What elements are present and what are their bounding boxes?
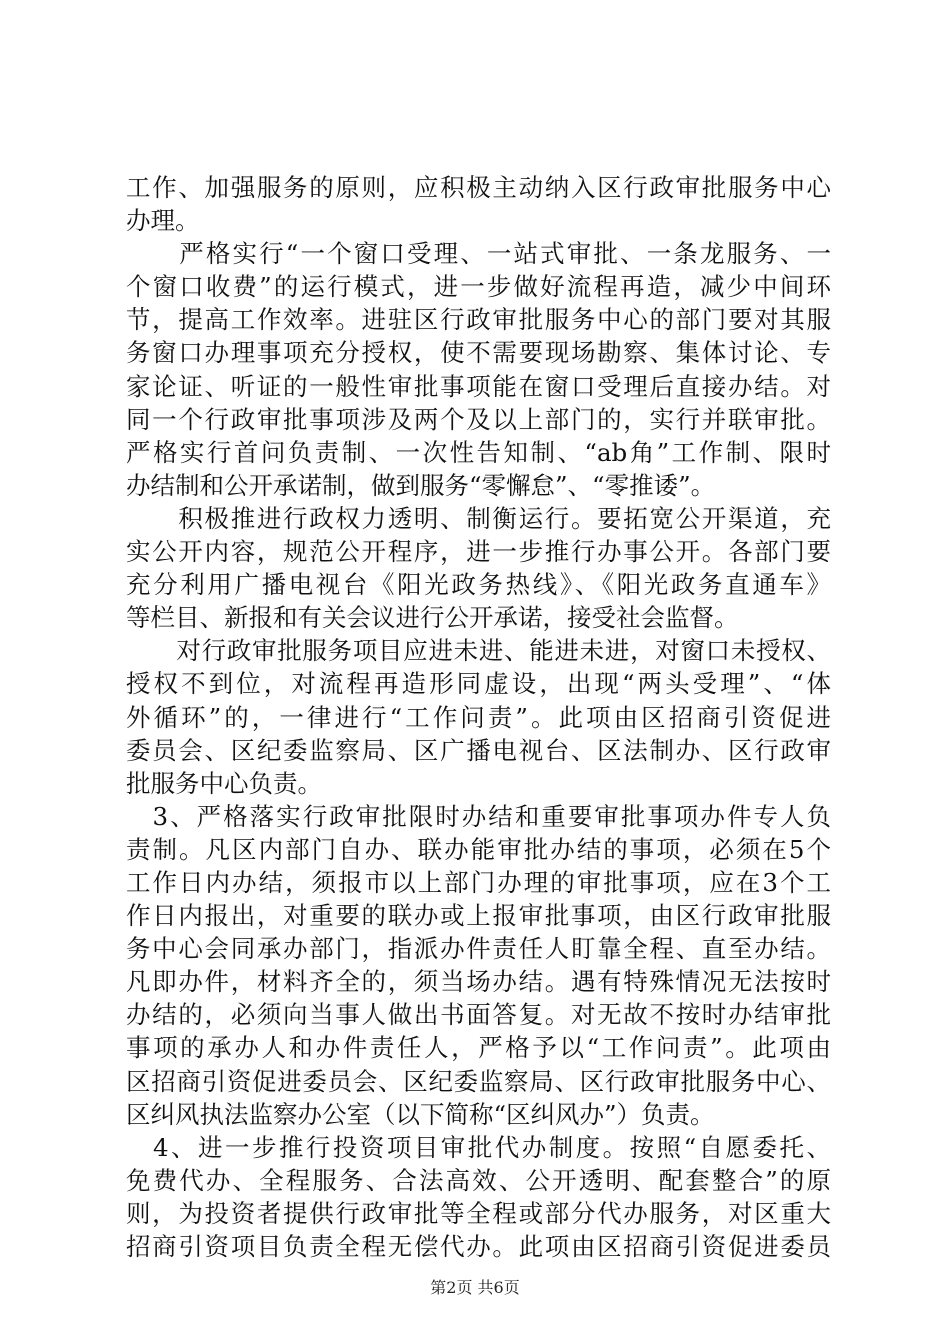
text-line: 实公开内容，规范公开程序，进一步推行办事公开。各部门要 — [126, 537, 831, 567]
text-line: 严格实行首问负责制、一次性告知制、“ab角”工作制、限时 — [126, 437, 831, 467]
text-line: 免费代办、全程服务、合法高效、公开透明、配套整合”的原 — [126, 1165, 831, 1195]
text-line: 责制。凡区内部门自办、联办能审批办结的事项，必须在5个 — [126, 834, 831, 864]
text-line: 积极推进行政权力透明、制衡运行。要拓宽公开渠道，充 — [126, 503, 831, 533]
text-line: 节，提高工作效率。进驻区行政审批服务中心的部门要对其服 — [126, 305, 831, 335]
text-line: 批服务中心负责。 — [126, 768, 322, 798]
text-line: 办结的，必须向当事人做出书面答复。对无故不按时办结审批 — [126, 1000, 831, 1030]
text-line: 严格实行“一个窗口受理、一站式审批、一条龙服务、一 — [126, 239, 831, 269]
text-line: 务中心会同承办部门，指派办件责任人盯靠全程、直至办结。 — [126, 934, 831, 964]
text-line: 务窗口办理事项充分授权，使不需要现场勘察、集体讨论、专 — [126, 338, 831, 368]
text-line: 4、进一步推行投资项目审批代办制度。按照“自愿委托、 — [126, 1132, 831, 1162]
text-line: 同一个行政审批事项涉及两个及以上部门的，实行并联审批。 — [126, 404, 831, 434]
text-line: 充分利用广播电视台《阳光政务热线》、《阳光政务直通车》 — [126, 570, 831, 600]
text-line: 区招商引资促进委员会、区纪委监察局、区行政审批服务中心、 — [126, 1066, 831, 1096]
text-line: 对行政审批服务项目应进未进、能进未进，对窗口未授权、 — [126, 636, 831, 666]
text-line: 家论证、听证的一般性审批事项能在窗口受理后直接办结。对 — [126, 371, 831, 401]
text-line: 办结制和公开承诺制，做到服务“零懈怠”、“零推诿”。 — [126, 470, 716, 500]
text-line: 区纠风执法监察办公室（以下简称“区纠风办”）负责。 — [126, 1099, 715, 1129]
text-line: 工作日内办结，须报市以上部门办理的审批事项，应在3个工 — [126, 867, 831, 897]
text-line: 作日内报出，对重要的联办或上报审批事项，由区行政审批服 — [126, 901, 831, 931]
text-line: 招商引资项目负责全程无偿代办。此项由区招商引资促进委员 — [126, 1232, 831, 1261]
text-line: 则，为投资者提供行政审批等全程或部分代办服务，对区重大 — [126, 1198, 831, 1228]
text-line: 委员会、区纪委监察局、区广播电视台、区法制办、区行政审 — [126, 735, 831, 765]
page-footer: 第2页 共6页 — [430, 1278, 520, 1297]
document-body — [126, 171, 831, 1263]
text-line: 事项的承办人和办件责任人，严格予以“工作问责”。此项由 — [126, 1033, 831, 1063]
text-line: 外循环”的，一律进行“工作问责”。此项由区招商引资促进 — [126, 702, 831, 732]
text-line: 等栏目、新报和有关会议进行公开承诺，接受社会监督。 — [126, 603, 739, 633]
text-line: 3、严格落实行政审批限时办结和重要审批事项办件专人负 — [126, 801, 831, 831]
text-line: 授权不到位，对流程再造形同虚设，出现“两头受理”、“体 — [126, 669, 831, 699]
text-line: 凡即办件，材料齐全的，须当场办结。遇有特殊情况无法按时 — [126, 967, 831, 997]
text-line: 个窗口收费”的运行模式，进一步做好流程再造，减少中间环 — [126, 272, 831, 302]
text-line: 办理。 — [126, 206, 200, 236]
text-line: 工作、加强服务的原则，应积极主动纳入区行政审批服务中心 — [126, 173, 831, 202]
